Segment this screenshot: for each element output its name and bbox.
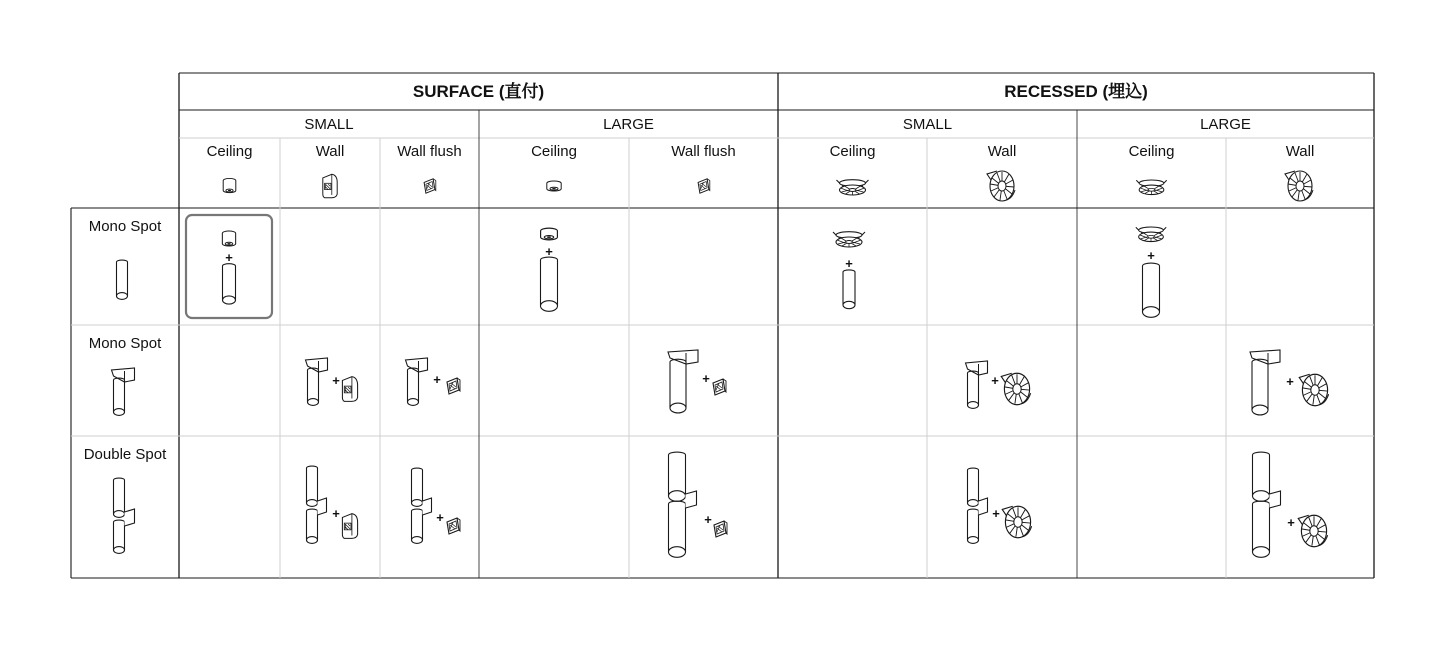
- spot-cylinder-icon: [114, 378, 125, 415]
- wall-mount-block-icon: [342, 514, 357, 539]
- mount-label: Wall: [315, 143, 345, 160]
- combination-cell-r0-c0[interactable]: [223, 264, 236, 304]
- spot-cylinder-icon: [669, 452, 686, 501]
- plus-sign: +: [332, 506, 340, 521]
- combination-cell-r1-c8[interactable]: [1250, 350, 1280, 415]
- combination-cell-r1-c4[interactable]: [668, 350, 698, 413]
- wall-arm-icon: [423, 498, 432, 515]
- mono-spot-wall-fixture-icon: [1250, 350, 1280, 415]
- combination-cell-r0-c5[interactable]: [843, 270, 855, 309]
- plus-sign: +: [332, 373, 340, 388]
- size-label: LARGE: [603, 116, 654, 133]
- mount-label: Wall flush: [397, 143, 462, 160]
- wall-arm-icon: [125, 509, 135, 526]
- spot-cylinder-icon: [412, 509, 423, 543]
- combination-cell-r1-c6[interactable]: [966, 361, 988, 408]
- mount-label: Ceiling: [531, 143, 577, 160]
- spot-cylinder-icon: [307, 466, 318, 506]
- recessed-ceiling-small-housing-icon: [837, 180, 869, 195]
- spot-cylinder-icon: [968, 371, 979, 408]
- row-label: Mono Spot: [88, 218, 162, 235]
- surface-wall-small-base-icon: [323, 174, 337, 197]
- group-label: SURFACE (直付): [412, 82, 545, 101]
- spot-cylinder-icon: [843, 270, 855, 309]
- spot-cylinder-icon: [968, 509, 979, 543]
- spot-cylinder-icon: [114, 520, 125, 553]
- wall-arm-icon: [1270, 491, 1281, 508]
- plus-sign: +: [225, 250, 233, 265]
- plus-sign: +: [992, 506, 1000, 521]
- double-spot-fixture-icon: [968, 468, 988, 543]
- row-label: Mono Spot: [88, 335, 162, 352]
- combination-cell-r2-c6[interactable]: [968, 468, 988, 543]
- spot-cylinder-icon: [669, 501, 686, 557]
- spot-cylinder-icon: [117, 260, 128, 299]
- wall-flush-plate-icon: [714, 521, 727, 537]
- double-spot-fixture-icon: [307, 466, 327, 543]
- size-label: LARGE: [1200, 116, 1251, 133]
- plus-sign: +: [702, 371, 710, 386]
- combination-cell-r2-c1[interactable]: [307, 466, 327, 543]
- spot-cylinder-icon: [307, 509, 318, 543]
- recessed-wall-housing-icon: [1298, 515, 1327, 547]
- spot-cylinder-icon: [408, 368, 419, 405]
- mount-label: Wall flush: [671, 143, 736, 160]
- combination-cell-r2-c2[interactable]: [412, 468, 432, 543]
- double-spot-fixture-icon: [114, 478, 135, 553]
- plus-sign: +: [704, 512, 712, 527]
- plus-sign: +: [1287, 515, 1295, 530]
- ceiling-canopy-icon: [222, 231, 235, 246]
- wall-flush-plate-icon: [713, 379, 726, 395]
- recessed-wall-housing-icon: [1001, 373, 1030, 405]
- plus-sign: +: [991, 373, 999, 388]
- wall-arm-icon: [318, 498, 327, 515]
- spot-cylinder-icon: [412, 468, 423, 506]
- wall-flush-plate-icon: [447, 378, 460, 394]
- ceiling-canopy-icon: [541, 228, 558, 240]
- surface-ceiling-small-base-icon: [223, 178, 236, 192]
- plus-sign: +: [545, 244, 553, 259]
- mono-spot-ceiling-icon: [117, 260, 128, 299]
- spot-cylinder-icon: [1143, 263, 1160, 317]
- combination-cell-r0-c7[interactable]: [1143, 263, 1160, 317]
- wall-flush-small-plate-icon: [424, 179, 436, 193]
- recessed-wall-large-housing-icon: [1285, 171, 1313, 201]
- size-label: SMALL: [902, 116, 953, 133]
- recessed-wall-housing-icon: [1002, 506, 1031, 538]
- mount-label: Ceiling: [1128, 143, 1175, 160]
- plus-sign: +: [433, 372, 441, 387]
- mono-spot-wall-fixture-icon: [668, 350, 698, 413]
- recessed-ceiling-housing-icon: [1136, 227, 1166, 242]
- double-spot-icon: [114, 478, 135, 553]
- double-spot-fixture-icon: [1253, 452, 1281, 557]
- wall-flush-large-plate-icon: [698, 179, 710, 193]
- surface-ceiling-large-base-icon: [547, 181, 561, 191]
- spot-cylinder-icon: [308, 368, 319, 405]
- plus-sign: +: [436, 510, 444, 525]
- combination-cell-r1-c1[interactable]: [306, 358, 328, 405]
- spot-cylinder-icon: [223, 264, 236, 304]
- row-label: Double Spot: [83, 446, 167, 463]
- spot-cylinder-icon: [670, 359, 686, 413]
- wall-mount-block-icon: [342, 377, 357, 402]
- plus-sign: +: [845, 256, 853, 271]
- spot-cylinder-icon: [114, 478, 125, 517]
- mono-spot-wall-fixture-icon: [966, 361, 988, 408]
- mono-spot-wall-icon: [112, 368, 135, 415]
- mount-label: Wall: [987, 143, 1017, 160]
- double-spot-fixture-icon: [412, 468, 432, 543]
- combination-cell-r1-c2[interactable]: [406, 358, 428, 405]
- double-spot-fixture-icon: [669, 452, 697, 557]
- spot-cylinder-icon: [1253, 501, 1270, 557]
- wall-arm-icon: [686, 491, 697, 508]
- recessed-ceiling-large-housing-icon: [1136, 180, 1166, 195]
- combination-cell-r2-c8[interactable]: [1253, 452, 1281, 557]
- wall-arm-icon: [979, 498, 988, 515]
- group-label: RECESSED (埋込): [1004, 82, 1148, 101]
- recessed-wall-small-housing-icon: [987, 171, 1015, 201]
- recessed-ceiling-housing-icon: [833, 232, 865, 247]
- spot-cylinder-icon: [1253, 452, 1270, 501]
- size-label: SMALL: [304, 116, 354, 133]
- combination-cell-r0-c3[interactable]: [541, 257, 558, 311]
- mount-label: Ceiling: [829, 143, 876, 160]
- spot-cylinder-icon: [541, 257, 558, 311]
- wall-flush-plate-icon: [447, 518, 460, 534]
- plus-sign: +: [1147, 248, 1155, 263]
- mount-label: Wall: [1285, 143, 1315, 160]
- mono-spot-wall-fixture-icon: [406, 358, 428, 405]
- recessed-wall-housing-icon: [1299, 374, 1328, 406]
- combination-cell-r2-c4[interactable]: [669, 452, 697, 557]
- spot-cylinder-icon: [1252, 359, 1268, 415]
- mount-label: Ceiling: [206, 143, 253, 160]
- mono-spot-wall-fixture-icon: [112, 368, 135, 415]
- spot-cylinder-icon: [968, 468, 979, 506]
- mono-spot-wall-fixture-icon: [306, 358, 328, 405]
- plus-sign: +: [1286, 374, 1294, 389]
